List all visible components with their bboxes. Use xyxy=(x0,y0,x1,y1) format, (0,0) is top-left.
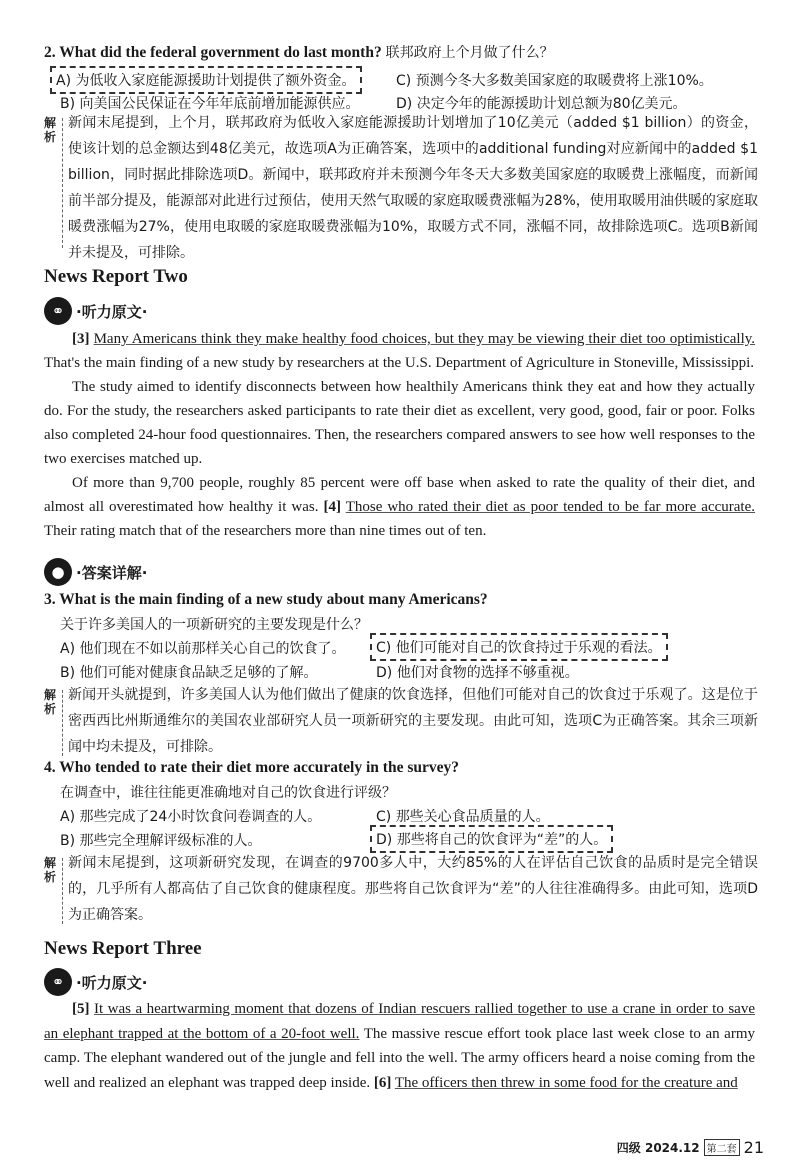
q3-title: 3. What is the main finding of a new study about many Americans? xyxy=(44,591,488,608)
tag-4: [4] xyxy=(323,499,341,515)
q4-jiexi-text: 解析 xyxy=(44,856,57,884)
headphones-icon: ⚭ xyxy=(44,297,72,325)
report3-section-bar xyxy=(44,968,147,996)
report3-p1-underlined: It was a heartwarming moment that dozens of Indian rescuers rallied together to use a crane in order to save an elephant trapped at the bottom of a 20-foot well. xyxy=(44,1001,755,1042)
report2-section-label: ·听力原文· xyxy=(76,302,148,321)
report2-p1-rest: That's the main finding of a new study by researchers at the U.S. Department of Agriculture in Stoneville, Mississippi. xyxy=(44,355,755,371)
q3-explanation-bar xyxy=(62,690,63,756)
q3-jiexi-label xyxy=(44,688,62,716)
tag-3: [3] xyxy=(72,331,90,347)
answers-section-bar xyxy=(44,558,147,586)
report2-section-bar xyxy=(44,297,147,325)
q3-option-c: C) 他们可能对自己的饮食持过于乐观的看法。 xyxy=(370,633,668,661)
headphones-icon: ⚭ xyxy=(44,968,72,996)
report2-p3-b: Their rating match that of the researchers more than nine times out of ten. xyxy=(44,523,487,539)
q3-option-a: A) 他们现在不如以前那样关心自己的饮食了。 xyxy=(60,641,346,657)
q3-option-d: D) 他们对食物的选择不够重视。 xyxy=(376,665,579,681)
q4-subtitle: 在调查中，谁往往能更准确地对自己的饮食进行评级？ xyxy=(60,785,396,801)
tag-6: [6] xyxy=(373,1074,392,1091)
q4-option-a: A) 那些完成了24小时饮食问卷调查的人。 xyxy=(60,809,322,825)
report3-paragraph-1 xyxy=(44,997,755,1095)
q4-explanation-bar xyxy=(62,858,63,924)
footer-edition: 第二套 xyxy=(704,1139,740,1156)
report3-heading: News Report Three xyxy=(44,938,202,959)
report2-paragraph-1 xyxy=(44,327,755,375)
q4-option-c: C) 那些关心食品质量的人。 xyxy=(376,809,550,825)
report2-p3-a: Of more than 9,700 people, roughly 85 percent were off base when asked to rate the quality of their diet, and almost all overestimated how healthy it was. xyxy=(44,475,755,515)
q2-title-cn: 联邦政府上个月做了什么？ xyxy=(385,45,554,61)
page-footer xyxy=(617,1138,764,1157)
tag-5: [5] xyxy=(72,1001,90,1017)
lightbulb-icon: ● xyxy=(44,558,72,586)
report2-heading: News Report Two xyxy=(44,266,188,287)
q2-title-en: 2. What did the federal government do last month? xyxy=(44,44,382,61)
report2-p3-underlined: Those who rated their diet as poor tended to be far more accurate. xyxy=(345,499,756,515)
page-number: 21 xyxy=(743,1138,764,1157)
report3-p1-underlined-2: The officers then threw in some food for the creature and xyxy=(394,1074,738,1091)
answers-section-label: ·答案详解· xyxy=(76,563,148,582)
q3-explanation: 新闻开头就提到，许多美国人认为他们做出了健康的饮食选择，但他们可能对自己的饮食过于乐观了。这是位于密西西比州斯通维尔的美国农业部研究人员一项新研究的主要发现。由此可知，选项C为正确答案。其余三项新闻中均未提及，可排除。 xyxy=(68,687,758,755)
footer-level: 四级 2024.12 xyxy=(616,1141,700,1155)
q4-option-b: B) 那些完全理解评级标准的人。 xyxy=(60,833,262,849)
q2-option-d: D) 决定今年的能源援助计划总额为80亿美元。 xyxy=(396,96,687,112)
q2-option-b: B) 向美国公民保证在今年年底前增加能源供应。 xyxy=(60,96,360,112)
q2-option-c: C) 预测今冬大多数美国家庭的取暖费将上涨10%。 xyxy=(396,73,713,89)
q2-jiexi-text: 解析 xyxy=(44,116,57,144)
q2-jiexi-label xyxy=(44,116,62,144)
q2-title xyxy=(44,42,554,62)
report2-p2-text: The study aimed to identify disconnects between how healthily Americans think they eat and how they actually do. For the study, the researchers asked participants to rate their diet as excellent, very good, good, fair or poor. Folks also completed 24-hour food questionnaires. Then, the researchers compared answers to see how well responses to the two exercises matched up. xyxy=(44,379,755,467)
report3-p1-rest: The massive rescue effort took place last week close to an army camp. The elephant wandered out of the jungle and fell into the well. The army officers heard a noise coming from the well and realized an elephant was trapped deep inside. xyxy=(44,1025,756,1091)
q3-jiexi-text: 解析 xyxy=(44,688,57,716)
q2-explanation: 新闻末尾提到，上个月，联邦政府为低收入家庭能源援助计划增加了10亿美元（added $1 billion）的资金，使该计划的总金额达到48亿美元，故选项A为正确答案，选项中的additional funding对应新闻中的added $1 billion，同时据此排除选项D。新闻中，联邦政府并未预测今年冬天大多数美国家庭的取暖费上涨幅度，而新闻前半部分提及，能源部对此进行过预估，使用天然气取暖的家庭取暖费涨幅为28%，使用取暖用油供暖的家庭取暖费涨幅为27%，使用电取暖的家庭取暖费涨幅为10%，取暖方式不同，涨幅不同，故排除选项C。选项B新闻并未提及，可排除。 xyxy=(68,115,758,261)
q4-explanation: 新闻末尾提到，这项新研究发现，在调查的9700多人中，大约85%的人在评估自己饮食的品质时是完全错误的，几乎所有人都高估了自己饮食的健康程度。那些将自己饮食评为“差”的人往往准确得多。由此可知，选项D为正确答案。 xyxy=(68,855,758,923)
q3-option-b: B) 他们可能对健康食品缺乏足够的了解。 xyxy=(60,665,318,681)
q4-title: 4. Who tended to rate their diet more accurately in the survey? xyxy=(44,759,459,776)
report3-section-label: ·听力原文· xyxy=(76,973,148,992)
q4-option-d: D) 那些将自己的饮食评为“差”的人。 xyxy=(370,825,613,853)
q4-jiexi-label xyxy=(44,856,62,884)
report2-p1-underlined: Many Americans think they make healthy food choices, but they may be viewing their diet too optimistically. xyxy=(93,331,756,347)
q3-subtitle: 关于许多美国人的一项新研究的主要发现是什么？ xyxy=(60,617,368,633)
q2-explanation-bar xyxy=(62,118,63,248)
report2-paragraph-3 xyxy=(44,471,755,543)
report2-paragraph-2 xyxy=(44,375,755,471)
q2-option-a: A) 为低收入家庭能源援助计划提供了额外资金。 xyxy=(50,66,362,94)
